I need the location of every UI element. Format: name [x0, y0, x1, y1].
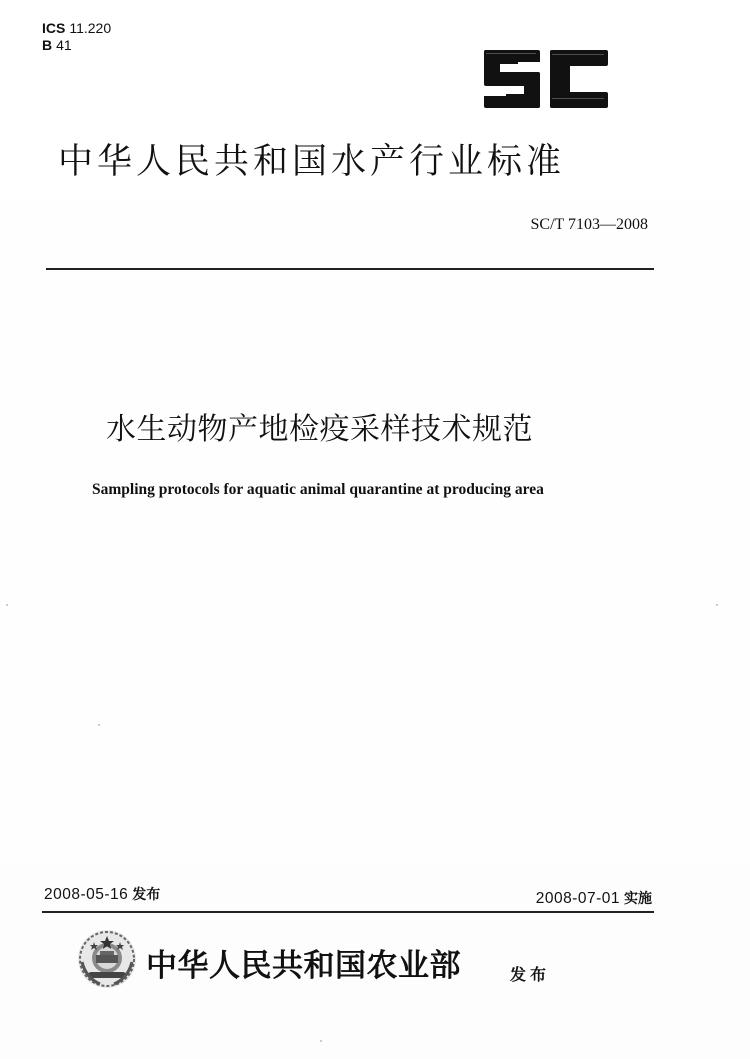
- sc-logo-icon: [482, 48, 610, 110]
- scan-speck: [320, 1040, 322, 1042]
- issue-date: 2008-05-16: [44, 886, 129, 903]
- ccs-value: 41: [56, 37, 72, 53]
- issue-label: 发布: [132, 886, 161, 902]
- ccs-code-line: [42, 37, 111, 54]
- top-divider: [46, 268, 654, 270]
- ics-label: ICS: [42, 20, 66, 36]
- scan-speck: [6, 604, 8, 606]
- classification-codes: [42, 20, 111, 54]
- scan-speck: [716, 604, 718, 606]
- scan-speck: [98, 724, 100, 726]
- sc-logo-s-shape: [484, 50, 540, 108]
- standard-code: SC/T 7103—2008: [530, 216, 648, 233]
- issue-date-line: [44, 884, 160, 904]
- sc-logo-c-shape: [550, 50, 608, 108]
- ccs-label: B: [42, 37, 53, 53]
- ics-code-line: [42, 20, 111, 37]
- issuing-action: 发布: [510, 965, 551, 984]
- standard-type-heading: 中华人民共和国水产行业标准: [58, 142, 566, 182]
- bottom-divider: [42, 911, 654, 913]
- issuing-authority: 中华人民共和国农业部: [146, 948, 461, 984]
- document-title-english: Sampling protocols for aquatic animal quarantine at producing area: [92, 481, 544, 498]
- implement-date-line: [536, 888, 652, 908]
- implement-date: 2008-07-01: [535, 890, 620, 907]
- document-title-chinese: 水生动物产地检疫采样技术规范: [106, 412, 533, 447]
- national-emblem-icon: [76, 928, 138, 990]
- implement-label: 实施: [624, 890, 652, 906]
- ics-value: 11.220: [69, 20, 112, 36]
